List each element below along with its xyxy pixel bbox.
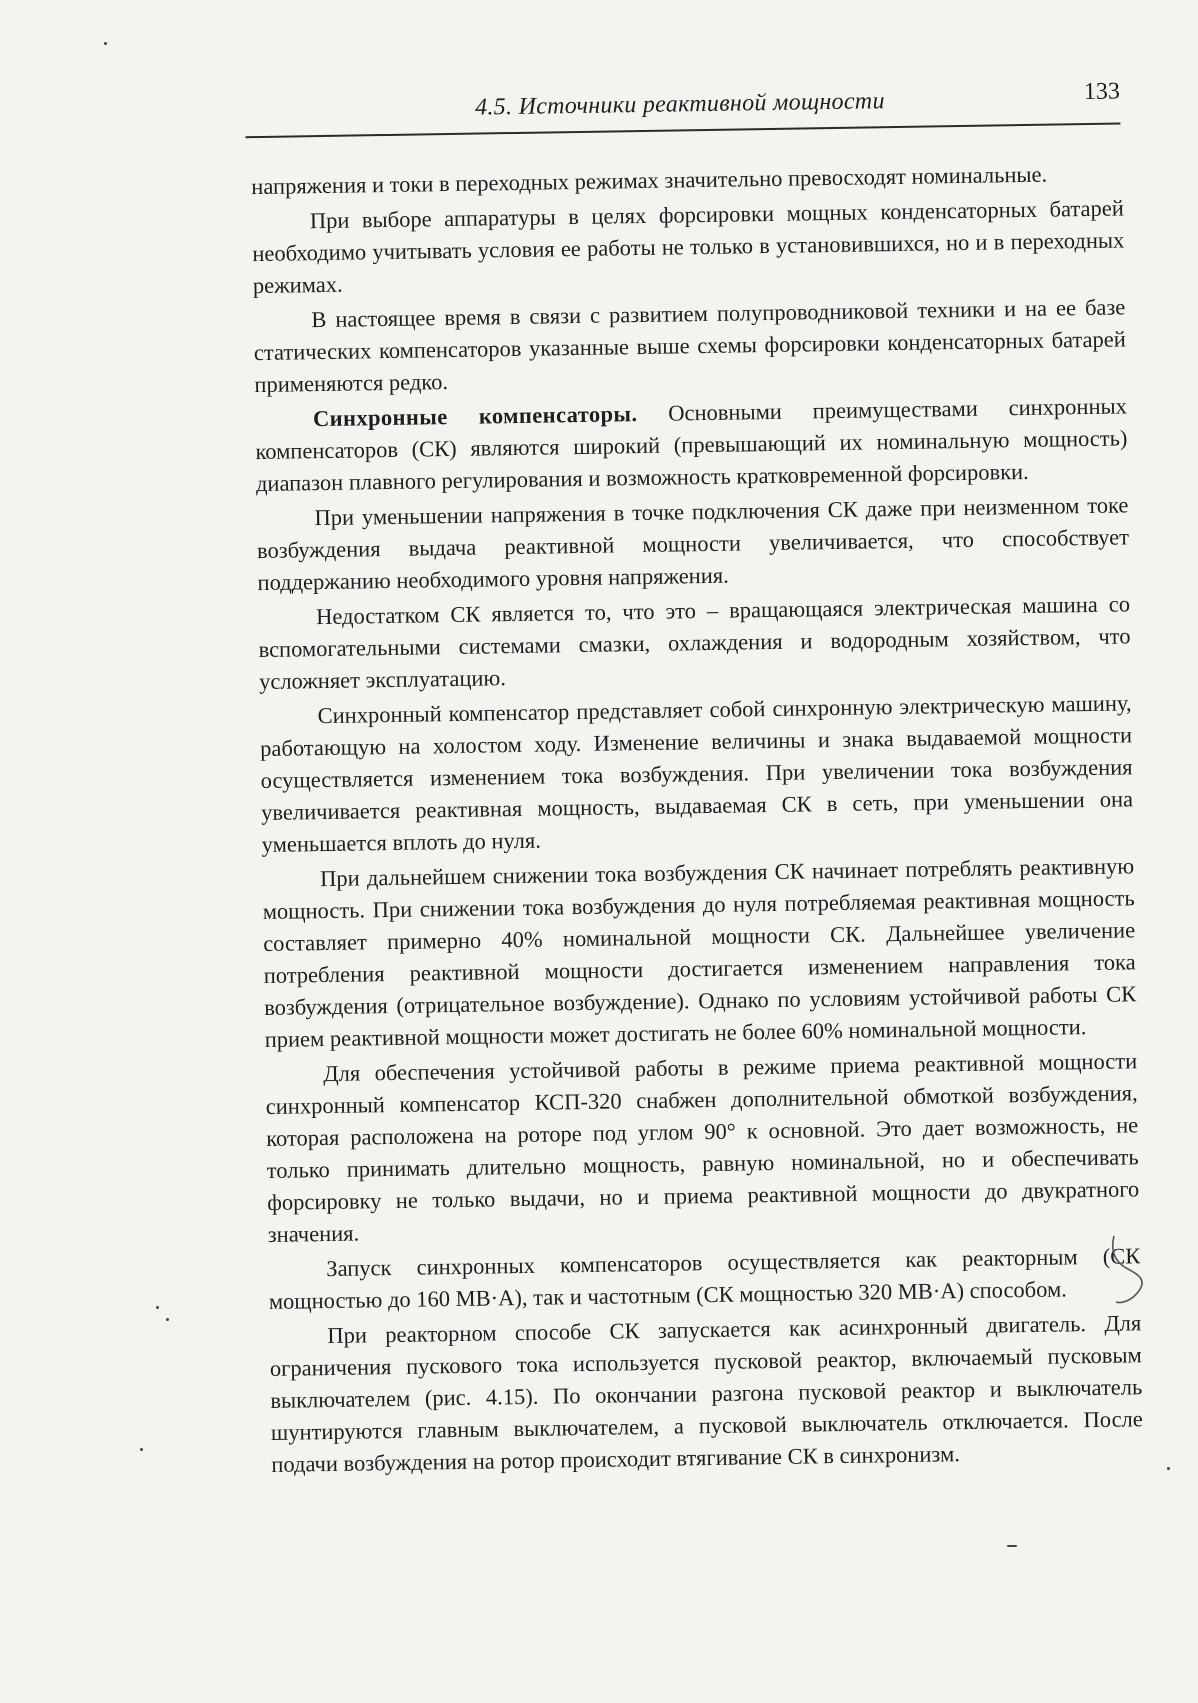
scan-speck [166, 1318, 169, 1321]
body-text [251, 157, 1144, 1484]
paragraph-text: В настоящее время в связи с развитием полупроводниковой техники и на ее базе статических компенсаторов указанные выше схемы форсировки конденсаторных батарей применяются редко. [253, 294, 1127, 398]
paragraph-11 [269, 1307, 1143, 1481]
section-lead-in: Синхронные компенсаторы. [312, 401, 638, 432]
scan-speck [1007, 1545, 1017, 1547]
paragraph-2 [252, 192, 1125, 302]
paragraph-8 [262, 850, 1137, 1056]
scan-speck [156, 1306, 159, 1309]
paragraph-text: Основными преимуществами синхронных компенсаторов (СК) являются широкий (превышающий их номинальную мощность) диапазон плавного регулирования и возможность кратковременной форсировки. [255, 393, 1128, 497]
paragraph-7 [259, 687, 1133, 861]
paragraph-6 [258, 588, 1131, 698]
running-title: 4.5. Источники реактивной мощности [474, 88, 885, 121]
pen-mark [1108, 1232, 1168, 1312]
paragraph-text: Недостатком СК является то, что это – вращающаяся электрическая машина со вспомогательными системами смазки, охлаждения и водородным хозяйством, что усложняет эксплуатацию. [258, 591, 1131, 695]
paragraph-text: Синхронный компенсатор представляет собой синхронную электрическую машину, работающую на холостом ходу. Изменение величины и знака выдаваемой мощности осуществляется изменением тока возбуждения. При увеличении тока возбуждения увеличивается реактивная мощность, выдаваемая СК в сеть, при уменьшении она уменьшается вплоть до нуля. [259, 690, 1134, 858]
paragraph-10 [268, 1240, 1141, 1318]
paragraph-text: Запуск синхронных компенсаторов осуществляется как реакторным (СК мощностью до 160 МВ·А), так и частотным (СК мощностью 320 МВ·А) способом. [268, 1243, 1141, 1314]
paragraph-5 [256, 489, 1129, 599]
paragraph-3 [253, 291, 1126, 401]
page-header [245, 80, 1121, 134]
paragraph-text: При дальнейшем снижении тока возбуждения СК начинает потреблять реактивную мощность. При снижении тока возбуждения до нуля потребляемая реактивная мощность составляет примерно 40% номинальной мощности СК. Дальнейшее увеличение потребления реактивной мощности достигается изменением направления тока возбуждения (отрицательное возбуждение). Однако по условиям устойчивой работы СК прием реактивной мощности может достигать не более 60% номинальной мощности. [262, 853, 1137, 1053]
paragraph-text: При реакторном способе СК запускается как асинхронный двигатель. Для ограничения пускового тока используется пусковой реактор, включаемый пусковым выключателем (рис. 4.15). По окончании разгона пусковой реактор и выключатель шунтируются главным выключателем, а пусковой выключатель отключается. После подачи возбуждения на ротор происходит втягивание СК в синхронизм. [269, 1310, 1143, 1477]
header-rule [246, 122, 1121, 138]
paragraph-text: При выборе аппаратуры в целях форсировки мощных конденсаторных батарей необходимо учитывать условия ее работы не только в установившихся, но и в переходных режимах. [252, 195, 1125, 299]
scan-speck [1167, 1467, 1170, 1470]
paragraph-text: напряжения и токи в переходных режимах значительно превосходят номинальные. [251, 161, 1048, 200]
paragraph-4 [255, 390, 1128, 500]
paragraph-text: Для обеспечения устойчивой работы в режиме приема реактивной мощности синхронный компенсатор КСП-320 снабжен дополнительной обмоткой возбуждения, которая расположена на роторе под углом 90° к основной. Это дает возможность, не только принимать длительно мощность, равную номинальной, но и обеспечивать форсировку не только выдачи, но и приема реактивной мощности до двукратного значения. [265, 1048, 1140, 1247]
scan-speck [104, 42, 107, 45]
page-number: 133 [1083, 78, 1121, 106]
paragraph-9 [265, 1045, 1140, 1251]
scan-speck [140, 1448, 143, 1451]
paragraph-text: При уменьшении напряжения в точке подключения СК даже при неизменном токе возбуждения выдача реактивной мощности увеличивается, что способствует поддержанию необходимого уровня напряжения. [256, 492, 1130, 596]
